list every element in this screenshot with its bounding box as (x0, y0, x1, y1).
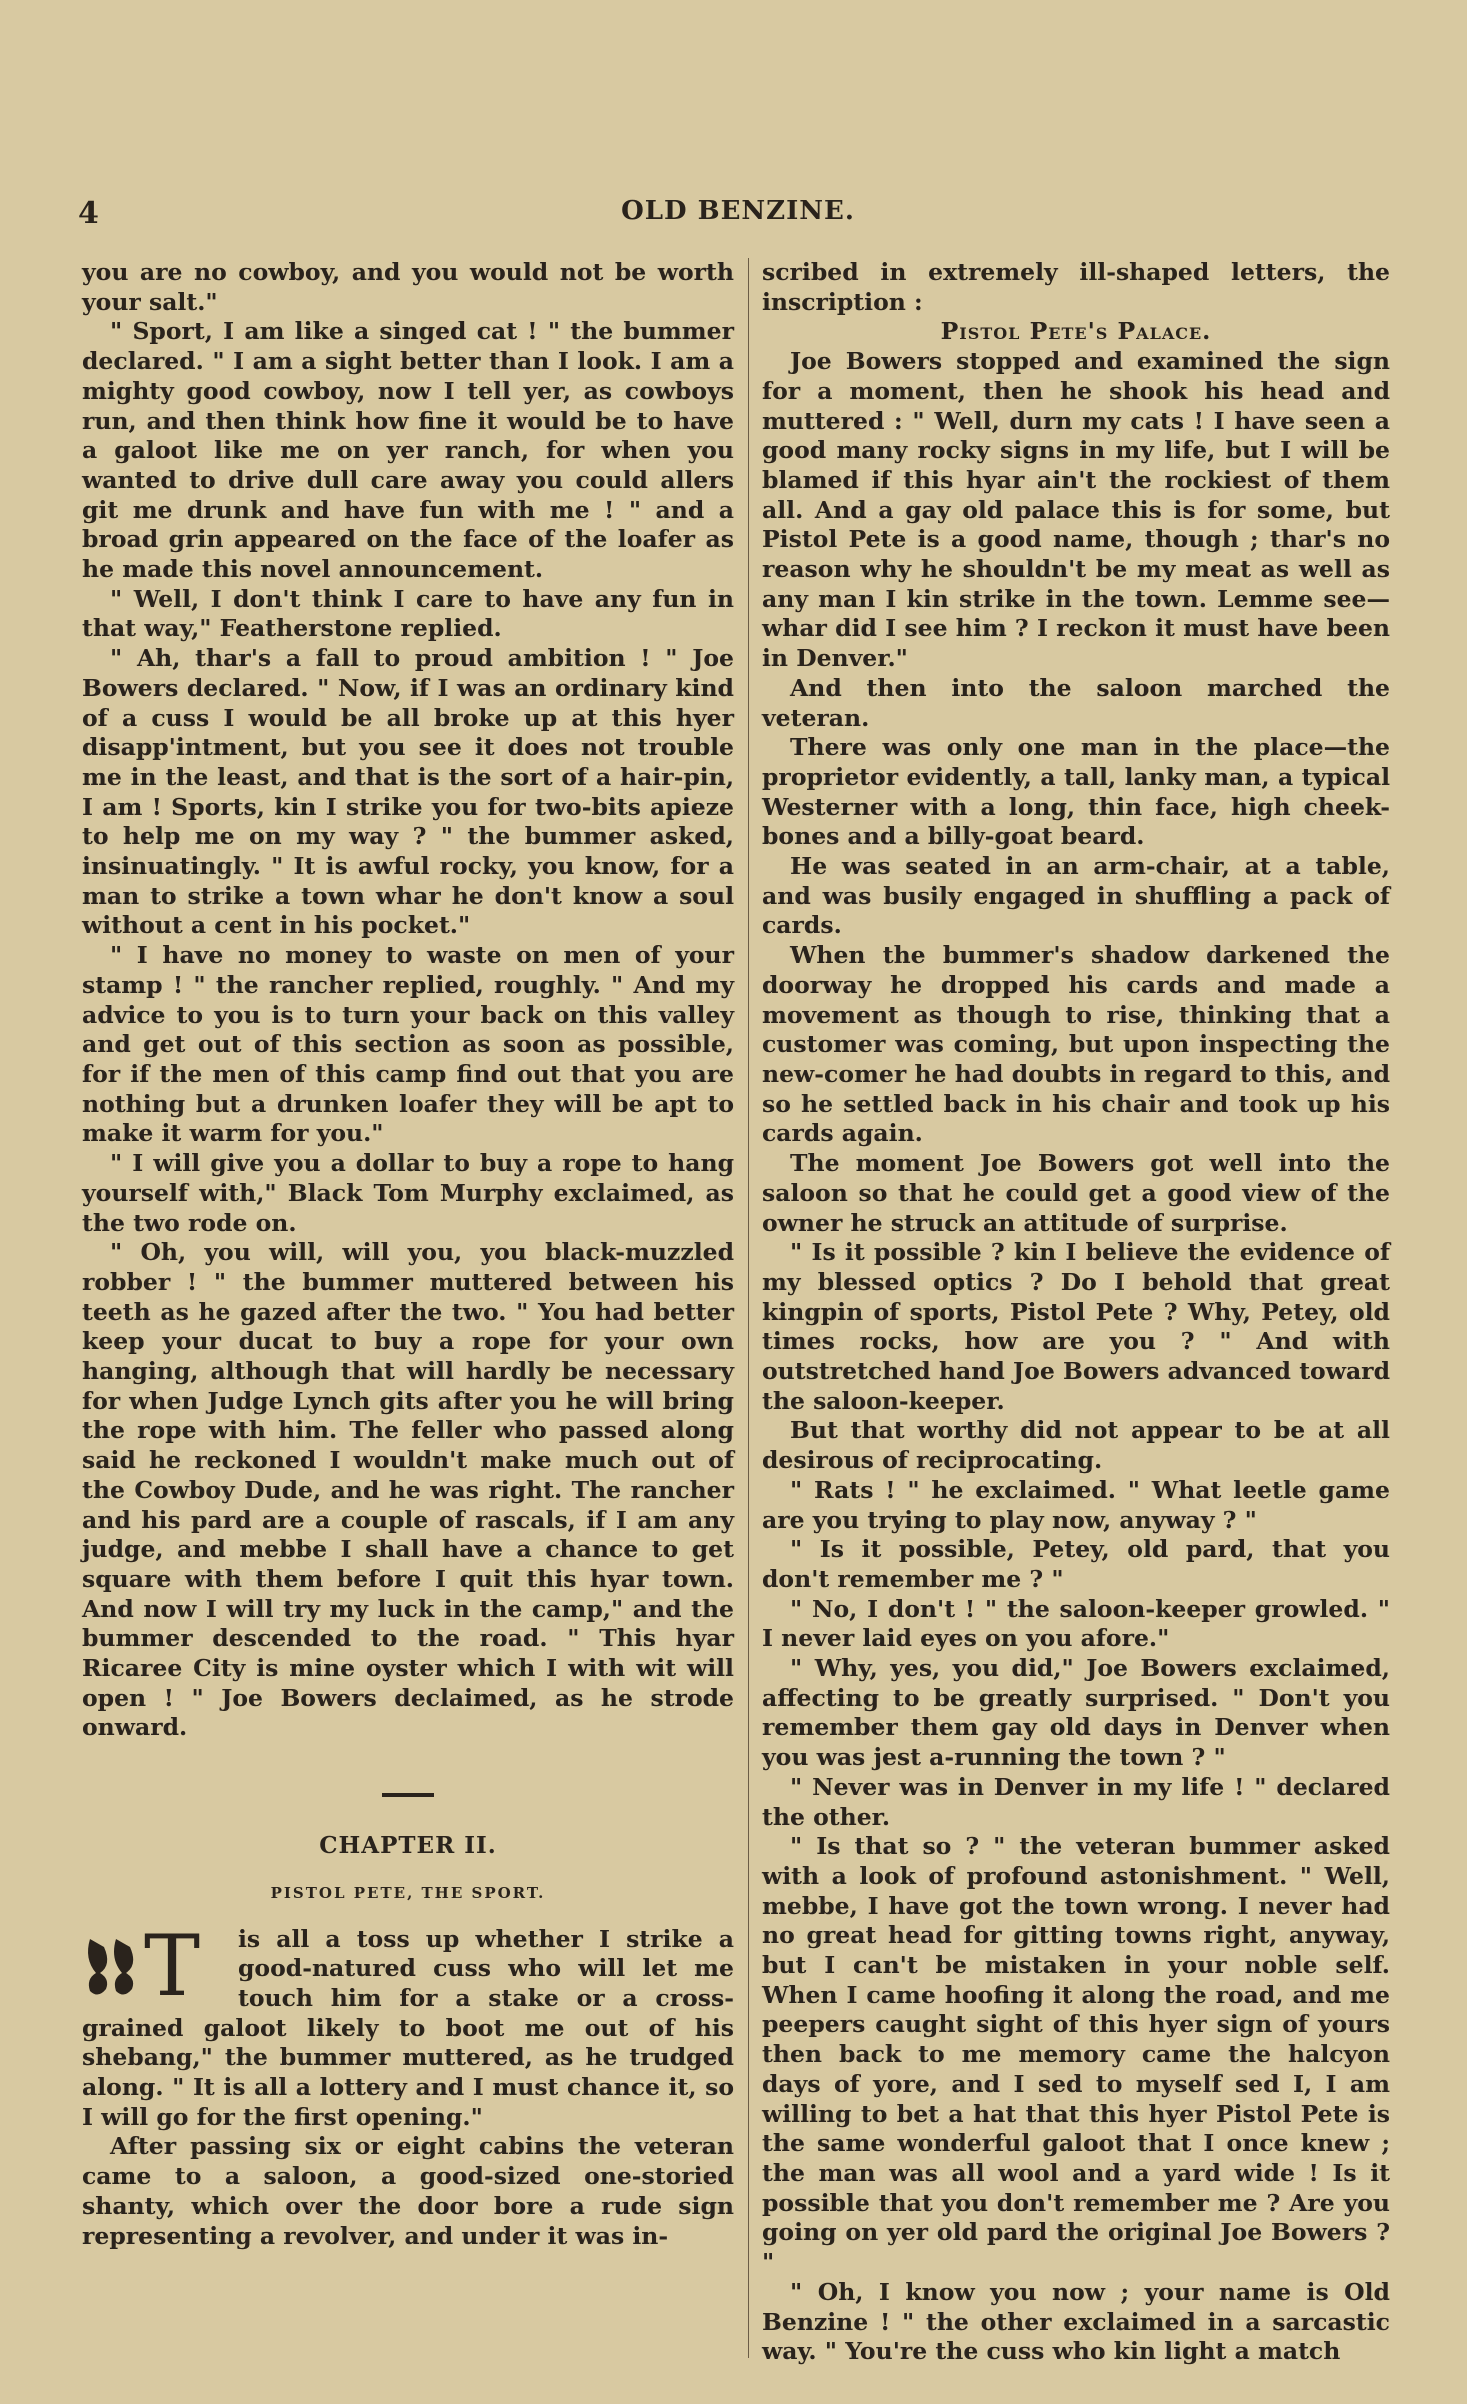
paragraph: " Oh, I know you now ; your name is Old Benzine ! " the other exclaimed in a sarcastic way. " You're the cuss who kin light a match (762, 2277, 1390, 2366)
paragraph: The moment Joe Bowers got well into the saloon so that he could get a good view of the owner he struck an attitude of surprise. (762, 1149, 1390, 1237)
paragraph: But that worthy did not appear to be at all desirous of reciprocating. (762, 1416, 1390, 1475)
drop-cap-letter: T (144, 1916, 201, 2015)
chapter-subtitle: PISTOL PETE, THE SPORT. (270, 1883, 546, 1902)
quotation-mark-ornament-icon (82, 1929, 144, 2013)
right-column (762, 258, 1390, 2367)
chapter-opening-text: is all a toss up whether I strike a good-natured cuss who will let me touch him for a stake or a cross-grained galoot likely to boot me out of his shebang," the bummer muttered, as he trudged along. " It is all a lottery and I must chance it, so I will go for the first opening." (82, 1924, 734, 2131)
chapter-title: CHAPTER II. (319, 1832, 497, 1860)
paragraph: And then into the saloon marched the veteran. (762, 673, 1390, 732)
paragraph: you are no cowboy, and you would not be worth your salt." (82, 258, 734, 316)
paragraph: " Is that so ? " the veteran bummer asked with a look of profound astonishment. " Well, mebbe, I have got the town wrong. I never had no great head for gitting towns right, anyway, but I can't be mistaken in your noble self. When I came hoofing it along the road, and me peepers caught sight of this hyer sign of yours then back to me memory came the halcyon days of yore, and I sed to myself sed I, I am willing to bet a hat that this hyer Pistol Pete is the same wonderful galoot that I once knew ; the man was all wool and a yard wide ! Is it possible that you don't remember me ? Are you going on yer old pard the original Joe Bowers ? " (762, 1832, 1390, 2277)
paragraph: He was seated in an arm-chair, at a table, and was busily engaged in shuffling a pack of cards. (762, 852, 1390, 940)
paragraph: " Never was in Denver in my life ! " declared the other. (762, 1772, 1390, 1831)
chapter-opening-paragraph (82, 1916, 734, 2133)
page-number: 4 (78, 196, 99, 231)
left-column (82, 258, 734, 2251)
paragraph: " I have no money to waste on men of your stamp ! " the rancher replied, roughly. " And my advice to you is to turn your back on this valley and get out of this section as soon as possible, for if the men of this camp find out that you are nothing but a drunken loafer they will be apt to make it warm for you." (82, 941, 734, 1148)
paragraph: " Sport, I am like a singed cat ! " the bummer declared. " I am a sight better than I look. I am a mighty good cowboy, now I tell yer, as cowboys run, and then think how fine it would be to have a galoot like me on yer ranch, for when you wanted to drive dull care away you could allers git me drunk and have fun with me ! " and a broad grin appeared on the face of the loafer as he made this novel announcement. (82, 317, 734, 584)
page-title: OLD BENZINE. (621, 196, 855, 226)
paragraph: " Is it possible, Petey, old pard, that you don't remember me ? " (762, 1535, 1390, 1593)
column-divider (748, 258, 749, 2358)
paragraph: There was only one man in the place—the proprietor evidently, a tall, lanky man, a typical Westerner with a long, thin face, high cheek-bones and a billy-goat beard. (762, 733, 1390, 851)
paragraph: " Oh, you will, will you, you black-muzzled robber ! " the bummer muttered between his teeth as he gazed after the two. " You had better keep your ducat to buy a rope for your own hanging, although that will hardly be necessary for when Judge Lynch gits after you he will bring the rope with him. The feller who passed along said he reckoned I wouldn't make much out of the Cowboy Dude, and he was right. The rancher and his pard are a couple of rascals, if I am any judge, and mebbe I shall have a chance to get square with them before I quit this hyar town. And now I will try my luck in the camp," and the bummer descended to the road. " This hyar Ricaree City is mine oyster which I with wit will open ! " Joe Bowers declaimed, as he strode onward. (82, 1238, 734, 1742)
paragraph: " Well, I don't think I care to have any fun in that way," Featherstone replied. (82, 584, 734, 643)
paragraph: " I will give you a dollar to buy a rope to hang yourself with," Black Tom Murphy exclaimed, as the two rode on. (82, 1149, 734, 1237)
paragraph: After passing six or eight cabins the veteran came to a saloon, a good-sized one-storied shanty, which over the door bore a rude sign representing a revolver, and under it was in- (82, 2132, 734, 2250)
sign-inscription: Pistol Pete's Palace. (940, 317, 1212, 346)
running-head (78, 196, 1398, 232)
paragraph: " Rats ! " he exclaimed. " What leetle game are you trying to play now, anyway ? " (762, 1475, 1390, 1534)
paragraph: " Ah, thar's a fall to proud ambition ! " Joe Bowers declared. " Now, if I was an ordinary kind of a cuss I would be all broke up at this hyer disapp'intment, but you see it does not trouble me in the least, and that is the sort of a hair-pin, I am ! Sports, kin I strike you for two-bits apieze to help me on my way ? " the bummer asked, insinuatingly. " It is awful rocky, you know, for a man to strike a town whar he don't know a soul without a cent in his pocket." (82, 644, 734, 940)
drop-cap (82, 1916, 228, 2015)
paragraph: When the bummer's shadow darkened the doorway he dropped his cards and made a movement as though to rise, thinking that a customer was coming, but upon inspecting the new-comer he had doubts in regard to this, and so he settled back in his chair and took up his cards again. (762, 941, 1390, 1148)
paragraph: " Why, yes, you did," Joe Bowers exclaimed, affecting to be greatly surprised. " Don't you remember them gay old days in Denver when you was jest a-running the town ? " (762, 1654, 1390, 1772)
paragraph: Joe Bowers stopped and examined the sign for a moment, then he shook his head and muttered : " Well, durn my cats ! I have seen a good many rocky signs in my life, but I will be blamed if this hyar ain't the rockiest of them all. And a gay old palace this is for some, but Pistol Pete is a good name, though ; thar's no reason why he shouldn't be my meat as well as any man I kin strike in the town. Lemme see—whar did I see him ? I reckon it must have been in Denver." (762, 347, 1390, 673)
paragraph: " Is it possible ? kin I believe the evidence of my blessed optics ? Do I behold that great kingpin of sports, Pistol Pete ? Why, Petey, old times rocks, how are you ? " And with outstretched hand Joe Bowers advanced toward the saloon-keeper. (762, 1238, 1390, 1415)
paragraph: " No, I don't ! " the saloon-keeper growled. " I never laid eyes on you afore." (762, 1594, 1390, 1653)
chapter-divider (382, 1793, 434, 1797)
paragraph: scribed in extremely ill-shaped letters, the inscription : (762, 258, 1390, 316)
